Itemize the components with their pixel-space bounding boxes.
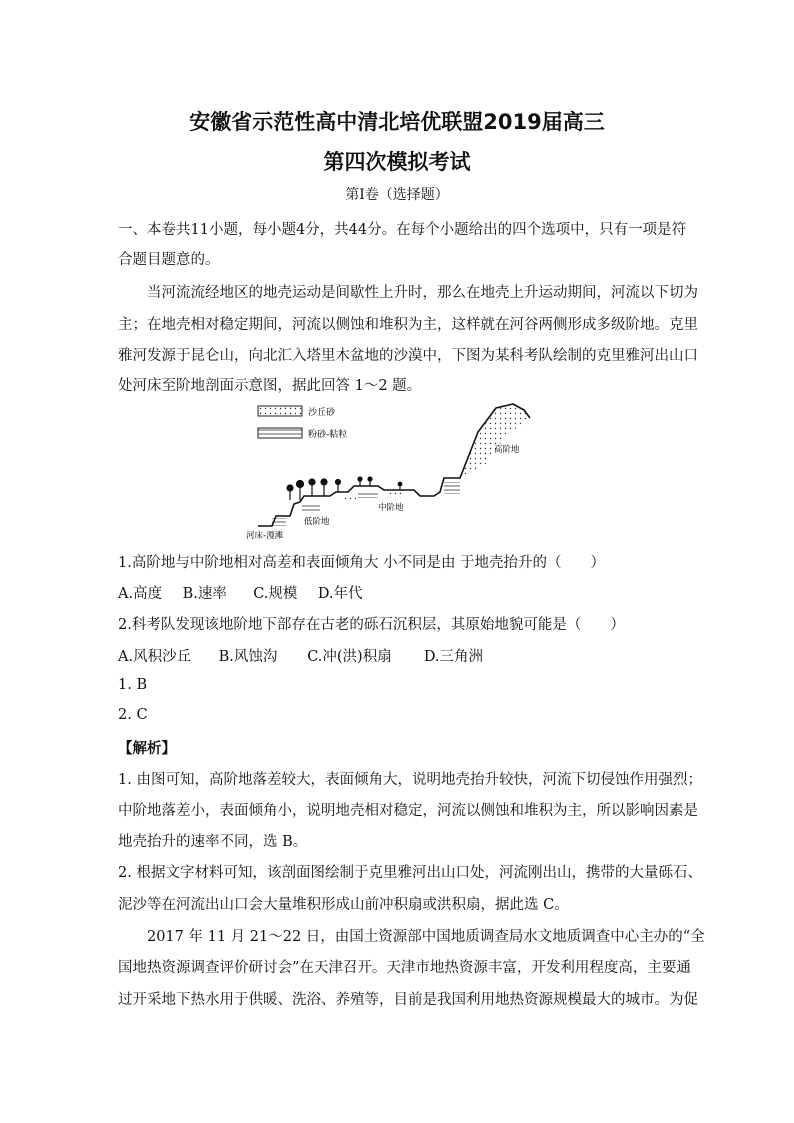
analysis-line: 2. 根据文字材料可知，该剖面图绘制于克里雅河出山口处，河流刚出山，携带的大量砾石、 <box>118 865 702 881</box>
analysis-line: 1. 由图可知，高阶地落差较大，表面倾角大，说明地壳抬升较快，河流下切侵蚀作用强烈； <box>118 772 702 788</box>
instruction-line: 一、本卷共11小题，每小题4分，共44分。在每个小题给出的四个选项中，只有一项是符 <box>118 222 687 238</box>
passage1-line: 处河床至阶地剖面示意图，据此回答 1～2 题。 <box>118 378 422 394</box>
sand-layer <box>388 492 404 498</box>
section-heading: 第Ⅰ卷（选择题） <box>345 187 449 203</box>
passage1-line: 主；在地壳相对稳定期间，河流以侧蚀和堆积为主，这样就在河谷两侧形成多级阶地。克里 <box>118 317 698 333</box>
passage2-line: 国地热资源调查评价研讨会”在天津召开。天津市地热资源丰富，开发利用程度高，主要通 <box>118 960 691 976</box>
instruction-line: 合题目题意的。 <box>118 252 220 268</box>
silt-layer <box>302 504 320 512</box>
silt-layer <box>272 518 286 526</box>
analysis-heading: 【解析】 <box>118 740 176 757</box>
question-2-options <box>118 645 690 666</box>
sand-layer <box>342 494 356 500</box>
legend-silt-label: 粉砂-粘粒 <box>308 430 348 440</box>
terrace-profile-diagram <box>238 396 538 544</box>
q2-option-c[interactable]: C.冲(洪)积扇 <box>307 649 392 665</box>
passage2-line: 过开采地下热水用于供暖、洗浴、养殖等，目前是我国利用地热资源规模最大的城市。为促 <box>118 992 698 1008</box>
answer-1: 1. B <box>118 677 148 693</box>
analysis-line: 泥沙等在河流出山口会大量堆积形成山前冲积扇或洪积扇，据此选 C。 <box>118 897 569 913</box>
answer-2: 2. C <box>118 707 148 723</box>
passage2-line: 2017 年 11 月 21～22 日，由国土资源部中国地质调查局水文地质调查中心主办的“全 <box>147 929 705 945</box>
label-mid-terrace: 中阶地 <box>378 503 404 513</box>
silt-layer <box>358 492 378 498</box>
question-1-options <box>118 582 690 603</box>
label-riverbed: 河床-漫滩 <box>246 531 284 541</box>
q1-option-b[interactable]: B.速率 <box>182 586 227 602</box>
passage1-line: 当河流流经地区的地壳运动是间歇性上升时，那么在地壳上升运动期间，河流以下切为 <box>147 285 698 301</box>
question-2-stem: 2.科考队发现该地阶地下部存在古老的砾石沉积层，其原始地貌可能是（ ） <box>118 617 625 633</box>
q1-option-c[interactable]: C.规模 <box>253 586 298 602</box>
legend-sand-swatch <box>258 406 302 416</box>
q2-option-d[interactable]: D.三角洲 <box>423 649 484 665</box>
legend-sand-label: 沙丘砂 <box>308 408 336 418</box>
label-low-terrace: 低阶地 <box>304 517 330 527</box>
q2-option-b[interactable]: B.风蚀沟 <box>218 649 278 665</box>
passage1-line: 雅河发源于昆仑山，向北汇入塔里木盆地的沙漠中，下图为某科考队绘制的克里雅河出山口 <box>118 348 698 364</box>
q1-option-d[interactable]: D.年代 <box>317 586 363 602</box>
silt-layer <box>444 482 460 494</box>
label-high-terrace: 高阶地 <box>494 445 520 455</box>
analysis-line: 地壳抬升的速率不同，选 B。 <box>118 834 308 850</box>
high-terrace-sand <box>460 404 530 478</box>
question-1-stem: 1.高阶地与中阶地相对高差和表面倾角大 小不同是由 于地壳抬升的（ ） <box>118 555 606 571</box>
q1-option-a[interactable]: A.高度 <box>118 586 163 602</box>
exam-title-line1: 安徽省示范性高中清北培优联盟2019届高三 <box>189 110 605 134</box>
analysis-line: 中阶地落差小，表面倾角小，说明地壳相对稳定，河流以侧蚀和堆积为主，所以影响因素是 <box>118 803 698 819</box>
exam-title-line2: 第四次模拟考试 <box>323 150 471 174</box>
legend-silt-swatch <box>258 428 302 438</box>
q2-option-a[interactable]: A.风积沙丘 <box>118 649 192 665</box>
